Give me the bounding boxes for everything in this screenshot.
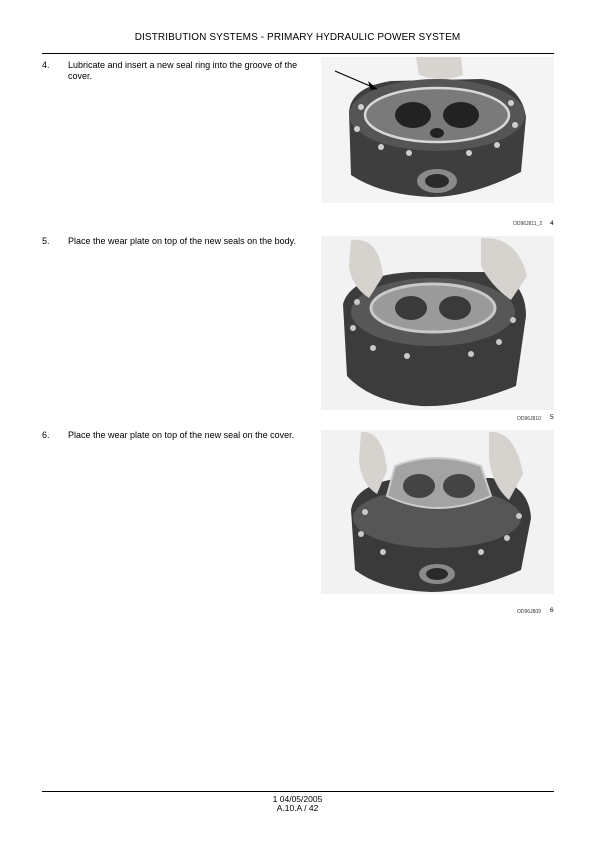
footer-rule — [42, 791, 554, 792]
figure-photo-4 — [321, 57, 554, 203]
figure-number-6: 6 — [550, 607, 554, 614]
figure-number-4: 4 — [550, 220, 554, 227]
footer-date: 1 04/05/2005 — [272, 794, 323, 804]
page-header-title: DISTRIBUTION SYSTEMS - PRIMARY HYDRAULIC POWER SYSTEM — [134, 32, 461, 43]
figure-photo-6 — [321, 430, 554, 594]
step-text: Place the wear plate on top of the new seal on the cover. — [68, 430, 295, 440]
step-number: 5. — [42, 236, 50, 246]
step-number: 6. — [42, 430, 50, 440]
figure-photo-5 — [321, 236, 554, 410]
figure-caption-6: OD96J809 — [517, 609, 541, 615]
figure-caption-4: OD96J811_2 — [513, 221, 543, 227]
footer-page-number: A.10.A / 42 — [276, 803, 319, 813]
figure-number-5: 5 — [550, 414, 554, 421]
step-text: Place the wear plate on top of the new seals on the body. — [68, 236, 296, 246]
figure-caption-5: OD96J810 — [517, 416, 541, 422]
step-number: 4. — [42, 60, 50, 70]
header-rule — [42, 53, 554, 54]
step-text: Lubricate and insert a new seal ring into the groove of the cover. — [68, 60, 298, 81]
